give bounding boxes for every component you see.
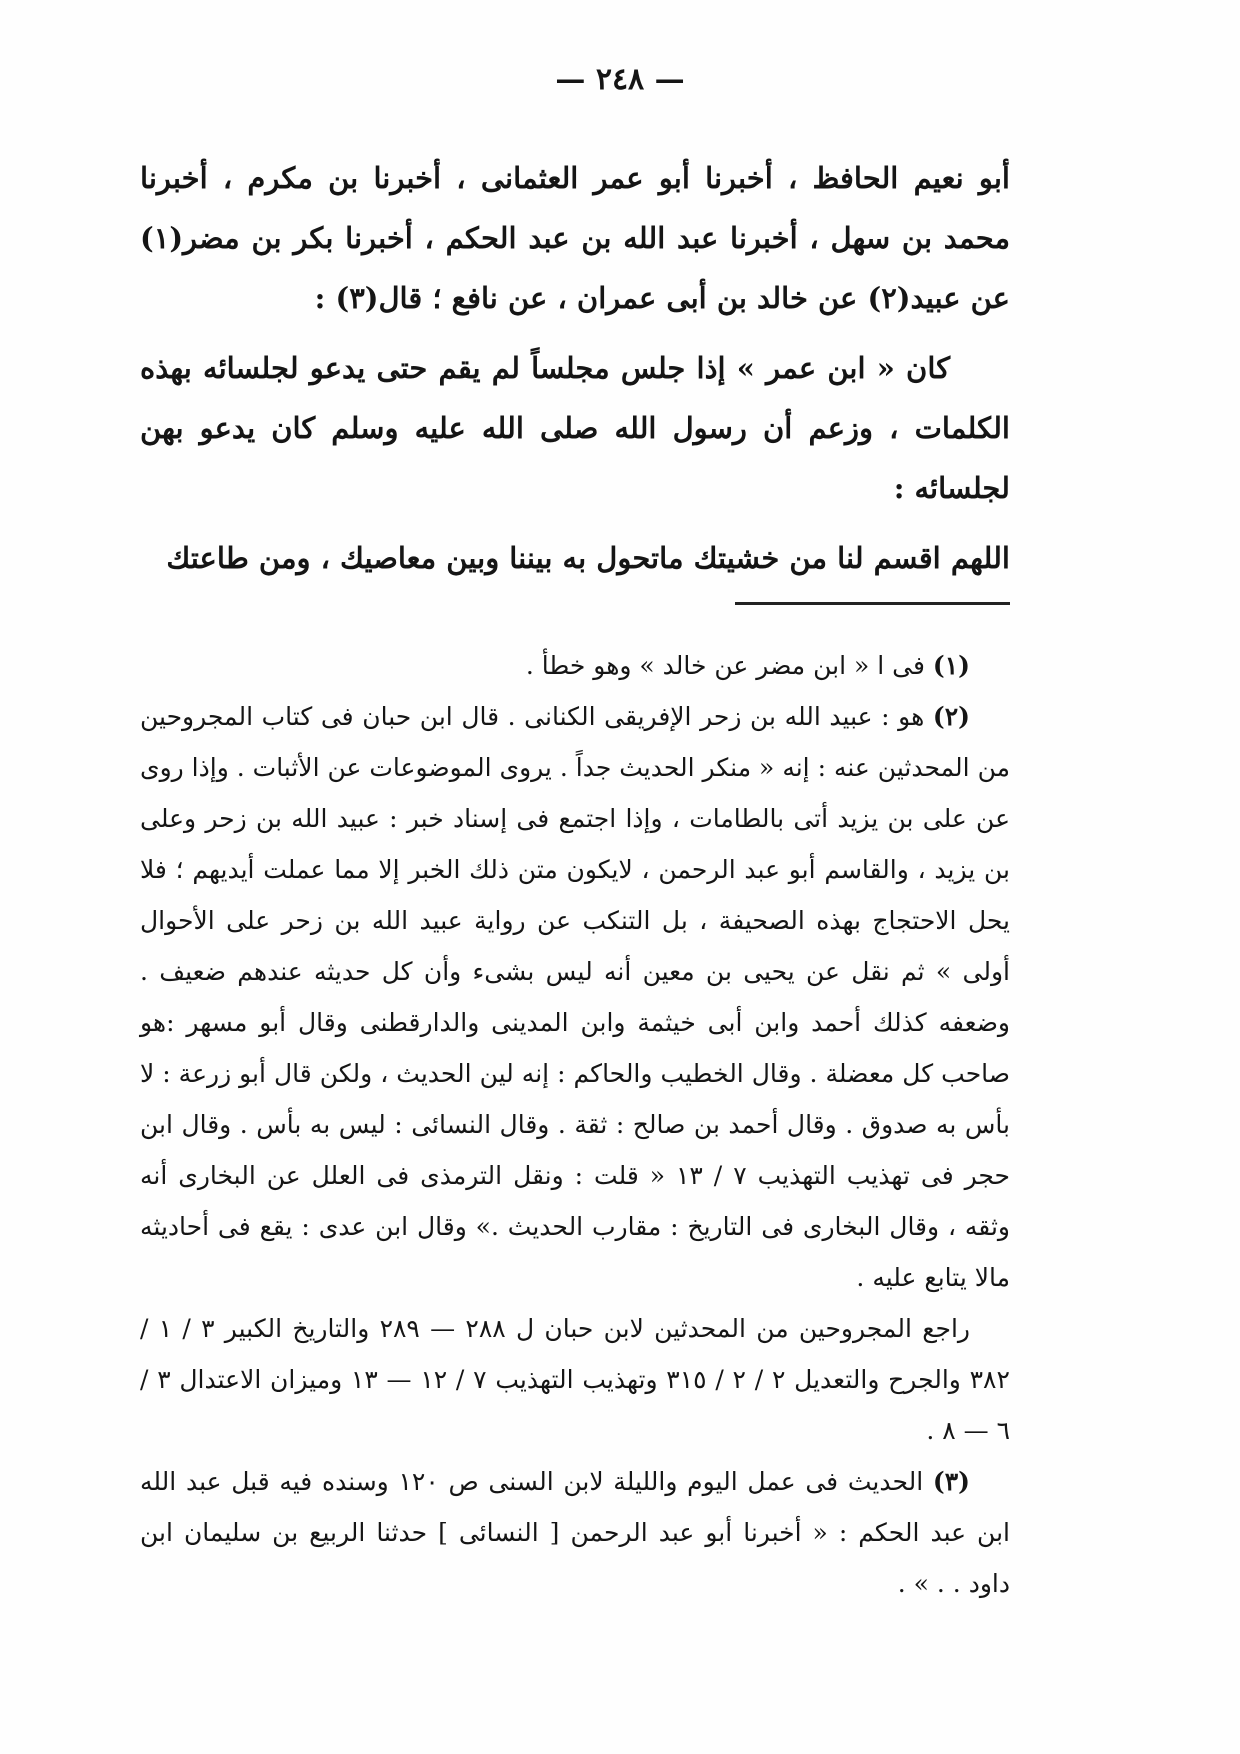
footnote-2 [140, 691, 1010, 1303]
hadith-paragraph: كان « ابن عمر » إذا جلس مجلساً لم يقم حتى يدعو لجلسائه بهذه الكلمات ، وزعم أن رسول الله صلى الله عليه وسلم كان يدعو بهن لجلسائه : [140, 351, 1010, 505]
footnote-2-number: (٢) [932, 702, 971, 731]
footnote-divider [735, 602, 1010, 605]
dua-paragraph: اللهم اقسم لنا من خشيتك ماتحول به بيننا وبين معاصيك ، ومن طاعتك [166, 541, 1010, 575]
page-number: — ٢٤٨ — [555, 62, 685, 97]
footnote-3-text: الحديث فى عمل اليوم والليلة لابن السنى ص ١٢٠ وسنده فيه قبل عبد الله ابن عبد الحكم : « أخبرنا أبو عبد الرحمن [ النسائى ] حدثنا الربيع بن سليمان ابن داود . . » . [140, 1467, 1010, 1598]
footnote-3-number: (٣) [932, 1467, 971, 1496]
footnote-2-references: راجع المجروحين من المحدثين لابن حبان ل ٢٨٨ — ٢٨٩ والتاريخ الكبير ٣ / ١ / ٣٨٢ والجرح والتعديل ٢ / ٢ / ٣١٥ وتهذيب التهذيب ٧ / ١٢ — ١٣ وميزان الاعتدال ٣ / ٦ — ٨ . [140, 1314, 1010, 1445]
footnotes [140, 640, 1010, 1609]
footnote-1 [140, 640, 1010, 691]
footnote-1-number: (١) [932, 651, 970, 680]
footnote-3 [140, 1456, 1010, 1609]
isnad-paragraph: أبو نعيم الحافظ ، أخبرنا أبو عمر العثمانى ، أخبرنا بن مكرم ، أخبرنا محمد بن سهل ، أخبرنا عبد الله بن عبد الحكم ، أخبرنا بكر بن مضر(١) عن عبيد(٢) عن خالد بن أبى عمران ، عن نافع ؛ قال(٣) : [140, 161, 1010, 315]
footnote-2-text: هو : عبيد الله بن زحر الإفريقى الكنانى . قال ابن حبان فى كتاب المجروحين من المحدثين عنه : إنه « منكر الحديث جداً . يروى الموضوعات عن الأثبات . وإذا روى عن على بن يزيد أتى بالطامات ، وإذا اجتمع فى إسناد خبر : عبيد الله بن زحر وعلى بن يزيد ، والقاسم أبو عبد الرحمن ، لايكون متن ذلك الخبر إلا مما عملت أيديهم ؛ فلا يحل الاحتجاج بهذه الصحيفة ، بل التنكب عن رواية عبيد الله بن زحر على الأحوال أولى » ثم نقل عن يحيى بن معين أنه ليس بشىء وأن كل حديثه عندهم ضعيف . وضعفه كذلك أحمد وابن أبى خيثمة وابن المدينى والدارقطنى وقال أبو مسهر :هو صاحب كل معضلة . وقال الخطيب والحاكم : إنه لين الحديث ، ولكن قال أبو زرعة : لا بأس به صدوق . وقال أحمد بن صالح : ثقة . وقال النسائى : ليس به بأس . وقال ابن حجر فى تهذيب التهذيب ٧ / ١٣ « قلت : ونقل الترمذى فى العلل عن البخارى أنه وثقه ، وقال البخارى فى التاريخ : مقارب الحديث .» وقال ابن عدى : يقع فى أحاديثه مالا يتابع عليه . [140, 702, 1010, 1292]
main-text [140, 148, 1010, 588]
footnote-1-text: فى ا « ابن مضر عن خالد » وهو خطأ . [525, 651, 925, 680]
